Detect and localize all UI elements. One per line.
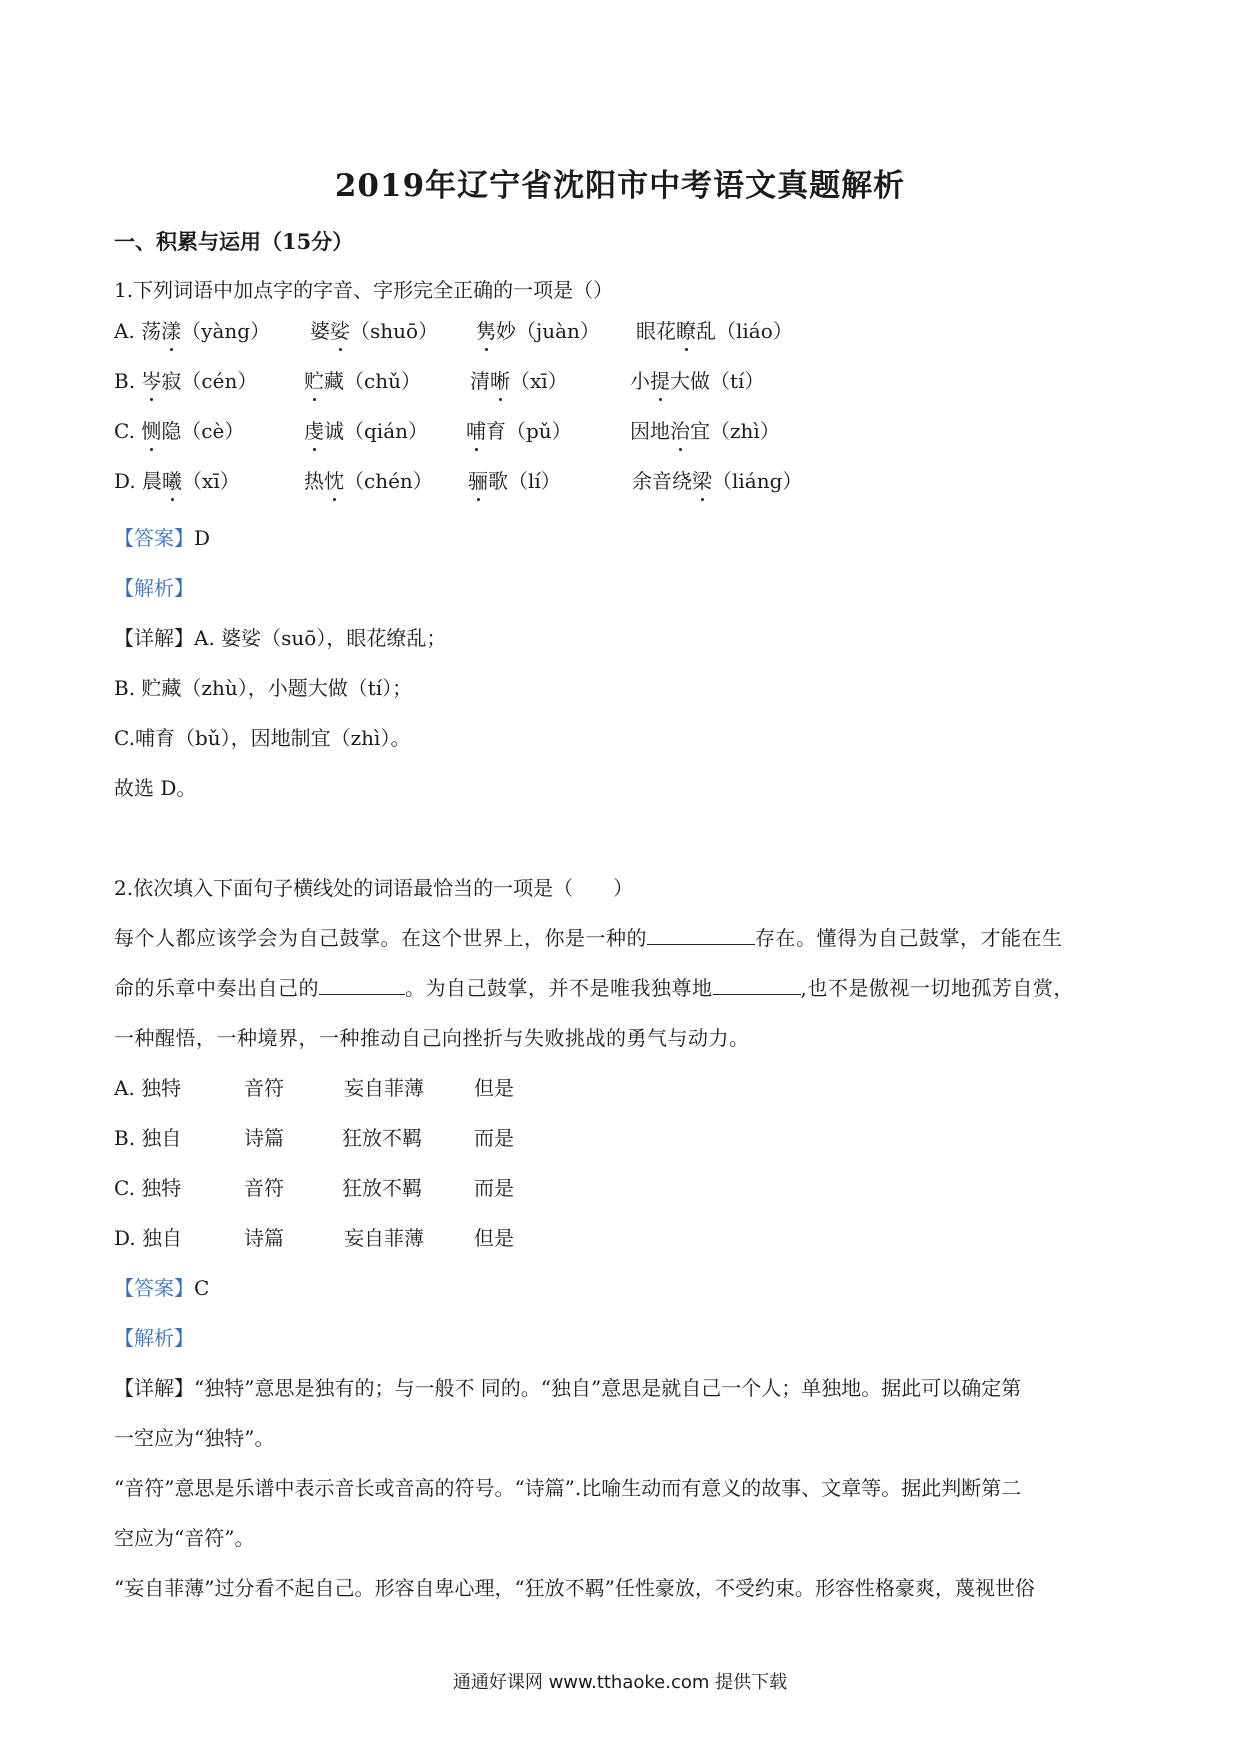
q2-passage-line-3: 一种醒悟，一种境界，一种推动自己向挫折与失败挑战的勇气与动力。 (114, 1026, 750, 1050)
answer-value: D (194, 526, 211, 550)
fill-blank-2 (319, 974, 405, 995)
q1-option-d-3: 骊歌（lí） (468, 469, 561, 493)
q1-option-a-1: A. 荡漾（yàng） (114, 319, 271, 343)
q2-passage-line-1: 每个人都应该学会为自己鼓掌。在这个世界上，你是一种的 存在。懂得为自己鼓掌，才能在生 (114, 926, 1063, 950)
q2-detail-2: 一空应为“独特”。 (114, 1426, 275, 1450)
q2-option-a-2: 音符 (244, 1076, 284, 1100)
q1-detail-4: 故选 D。 (114, 776, 197, 800)
q2-option-a-1: A. 独特 (114, 1076, 182, 1100)
q1-answer (114, 524, 210, 552)
q2-option-d-3: 妄自菲薄 (344, 1226, 424, 1250)
q2-option-a-4: 但是 (474, 1076, 514, 1100)
q1-option-b-3: 清晰（xī） (470, 369, 568, 393)
q2-option-d-2: 诗篇 (244, 1226, 284, 1250)
q2-option-d-4: 但是 (474, 1226, 514, 1250)
q1-option-d-1: D. 晨曦（xī） (114, 469, 240, 493)
answer-tag: 【答案】 (114, 1276, 194, 1300)
page-title: 2019年辽宁省沈阳市中考语文真题解析 (334, 168, 906, 204)
q2-detail-4: 空应为“音符”。 (114, 1526, 255, 1550)
q2-passage-line-2: 命的乐章中奏出自己的 。为自己鼓掌，并不是唯我独尊地 ,也不是傲视一切地孤芳自赏， (114, 976, 1074, 1000)
q1-option-c-1: C. 恻隐（cè） (114, 419, 245, 443)
q1-option-b-2: 贮藏（chǔ） (304, 369, 421, 393)
q2-option-d-1: D. 独自 (114, 1226, 183, 1250)
q2-option-b-3: 狂放不羁 (342, 1126, 422, 1150)
answer-value: C (194, 1276, 210, 1300)
q2-option-a-3: 妄自菲薄 (344, 1076, 424, 1100)
q1-analysis-tag: 【解析】 (114, 576, 194, 600)
q1-option-a-2: 婆娑（shuō） (310, 319, 439, 343)
q1-option-c-2: 虔诚（qián） (304, 419, 429, 443)
fill-blank-1 (647, 924, 755, 945)
q1-option-d-2: 热忱（chén） (304, 469, 433, 493)
q1-option-c-3: 哺育（pǔ） (466, 419, 572, 443)
q1-option-c-4: 因地治宜（zhì） (630, 419, 780, 443)
q1-option-d-4: 余音绕梁（liáng） (632, 469, 803, 493)
fill-blank-3 (713, 974, 801, 995)
q2-analysis-tag: 【解析】 (114, 1326, 194, 1350)
q1-stem: 1.下列词语中加点字的字音、字形完全正确的一项是（） (114, 278, 614, 302)
q1-detail-3: C.哺育（bǔ），因地制宜（zhì）。 (114, 726, 411, 750)
q2-option-b-4: 而是 (474, 1126, 514, 1150)
q2-option-c-4: 而是 (474, 1176, 514, 1200)
q1-option-b-4: 小提大做（tí） (630, 369, 765, 393)
q2-option-b-2: 诗篇 (244, 1126, 284, 1150)
page-footer: 通通好课网 www.tthaoke.com 提供下载 (452, 1672, 788, 1693)
q2-detail-5: “妄自菲薄”过分看不起自己。形容自卑心理，“狂放不羁”任性豪放，不受约束。形容性格豪爽，蔑视世俗 (114, 1576, 1035, 1600)
q2-detail-1: 【详解】“独特”意思是独有的；与一般不 同的。“独自”意思是就自己一个人；单独地。据此可以确定第 (114, 1376, 1022, 1400)
q1-option-b-1: B. 岑寂（cén） (114, 369, 258, 393)
q1-option-a-3: 隽妙（juàn） (476, 319, 600, 343)
section-heading: 一、积累与运用（15分） (114, 229, 354, 254)
q2-option-c-2: 音符 (244, 1176, 284, 1200)
q2-answer (114, 1274, 209, 1302)
q1-detail-1: 【详解】A. 婆娑（suō），眼花缭乱； (114, 626, 447, 650)
q2-detail-3: “音符”意思是乐谱中表示音长或音高的符号。“诗篇”.比喻生动而有意义的故事、文章等。据此判断第二 (114, 1476, 1022, 1500)
answer-tag: 【答案】 (114, 526, 194, 550)
q2-option-c-1: C. 独特 (114, 1176, 182, 1200)
q2-stem: 2.依次填入下面句子横线处的词语最恰当的一项是（ ） (114, 876, 634, 900)
q2-option-b-1: B. 独自 (114, 1126, 182, 1150)
q1-option-a-4: 眼花瞭乱（liáo） (636, 319, 793, 343)
q1-detail-2: B. 贮藏（zhù），小题大做（tí）； (114, 676, 413, 700)
q2-option-c-3: 狂放不羁 (342, 1176, 422, 1200)
